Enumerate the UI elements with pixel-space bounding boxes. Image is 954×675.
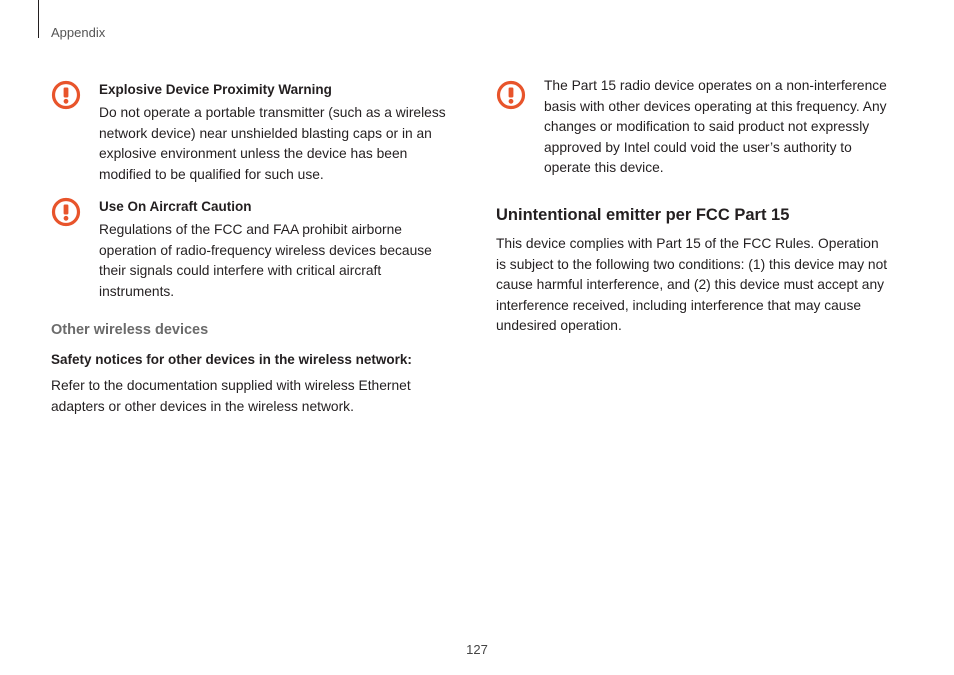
header-divider — [38, 0, 39, 38]
safety-notices-heading: Safety notices for other devices in the wireless network: — [51, 352, 412, 367]
fcc-part15-body: This device complies with Part 15 of the FCC Rules. Operation is subject to the following two conditions: (1) this device may not cause harmful interference, and (2) this device must accept any interference received, including interference that may cause undesired operation. — [496, 236, 888, 333]
warning-body: The Part 15 radio device operates on a non-interference basis with other devices operating at this frequency. Any changes or modification to said product not expressly approved by Intel could void the user’s authority to operate this device. — [544, 78, 887, 175]
page-number: 127 — [466, 642, 488, 657]
section-header: Appendix — [51, 25, 106, 40]
exclamation-circle-icon — [51, 197, 81, 227]
warning-body: Do not operate a portable transmitter (such as a wireless network device) near unshielded blasting caps or in an explosive environment unless the device has been modified to be qualified for such use. — [99, 105, 446, 182]
warning-body: Regulations of the FCC and FAA prohibit airborne operation of radio-frequency wireless devices because their signals could interfere with critical aircraft instruments. — [99, 222, 432, 299]
exclamation-circle-icon — [51, 80, 81, 110]
warning-title: Use On Aircraft Caution — [99, 199, 252, 214]
safety-notices-body: Refer to the documentation supplied with wireless Ethernet adapters or other devices in the wireless network. — [51, 378, 411, 414]
fcc-part15-heading: Unintentional emitter per FCC Part 15 — [496, 206, 790, 224]
exclamation-circle-icon — [496, 80, 526, 110]
other-wireless-heading: Other wireless devices — [51, 322, 209, 338]
warning-title: Explosive Device Proximity Warning — [99, 82, 332, 97]
